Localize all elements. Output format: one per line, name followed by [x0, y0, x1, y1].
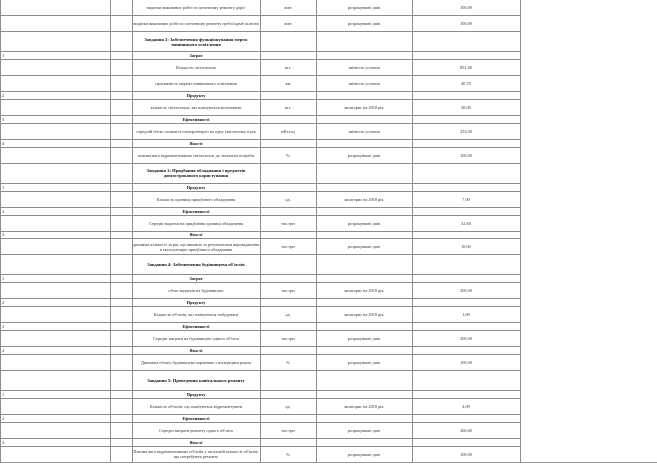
- row-number-cell: [0, 255, 110, 275]
- row-number-cell: 2: [2, 208, 5, 214]
- row-number-cell: 3: [2, 232, 5, 238]
- spacer-cell: [110, 191, 132, 207]
- indicator-cell: Затрат: [189, 53, 203, 59]
- unit-cell: млн: [284, 21, 292, 27]
- unit-cell: [260, 32, 316, 52]
- row-number-cell: [0, 147, 110, 163]
- spacer-cell: [110, 422, 132, 438]
- spacer-cell: [110, 76, 132, 92]
- source-cell: [316, 370, 412, 390]
- spacer-cell: [110, 16, 132, 32]
- indicator-cell: Кількість одиниць придбаного обладнання: [156, 196, 236, 202]
- spacer-cell: [110, 255, 132, 275]
- source-cell: розрахункові дані: [347, 427, 381, 433]
- row-number-cell: [0, 422, 110, 438]
- source-cell: звітність установ: [348, 65, 380, 71]
- indicator-cell: протяжність мережі зовнішнього освітлення: [155, 81, 237, 87]
- row-number-cell: [0, 283, 110, 299]
- indicator-cell: Якості: [189, 439, 203, 445]
- row-number-cell: [0, 32, 110, 52]
- source-cell: розрахункові дані: [347, 220, 381, 226]
- spacer-cell: [110, 446, 132, 462]
- source-cell: розрахункові дані: [347, 244, 381, 250]
- indicator-cell: Завдання 5: Проведення капітального ремонту: [147, 377, 245, 383]
- row-number-cell: [0, 370, 110, 390]
- value-cell: 100,00: [460, 152, 472, 158]
- source-cell: [316, 32, 412, 52]
- value-cell: 851,00: [460, 65, 472, 71]
- spacer-cell: [110, 239, 132, 255]
- row-number-cell: 1: [2, 276, 5, 282]
- unit-cell: шт.: [285, 105, 291, 110]
- indicator-cell: Якості: [189, 347, 203, 353]
- indicator-cell: кількість світлоточок, які плануються встановити: [150, 105, 242, 110]
- value-cell: 1,00: [462, 312, 470, 318]
- row-number-cell: [0, 100, 110, 116]
- indicator-cell: обсяг видатків на будівництво: [168, 288, 224, 294]
- unit-cell: тис.грн: [281, 244, 295, 250]
- indicator-cell: Якості: [189, 232, 203, 238]
- indicator-cell: видатки виконаних робіт по поточному ремонту греблі/дамб шлюзів: [133, 21, 259, 27]
- indicator-cell: Динаміка обсягу будівництва порівняно з попереднім роком: [140, 359, 252, 365]
- indicator-cell: Середні витрати на будівництво одного об'єкта: [153, 336, 239, 341]
- indicator-cell: Ефективності: [182, 208, 210, 214]
- indicator-cell: динаміка кількості за рік, що виникла за результатами впровадження в експлуатацію придбаного обладнання: [132, 241, 260, 252]
- value-cell: 7,00: [462, 196, 470, 202]
- row-number-cell: 1: [2, 53, 5, 59]
- indicator-cell: Завдання 2: Забезпечення функціонування мереж зовнішнього освітлення: [144, 36, 248, 47]
- indicator-cell: видатки виконаних робіт по поточному ремонту доріг: [146, 5, 246, 11]
- row-number-cell: 1: [2, 184, 5, 190]
- row-number-cell: [0, 215, 110, 231]
- value-cell: 30,00: [461, 105, 471, 110]
- unit-cell: %: [286, 359, 290, 365]
- unit-cell: кВт.год: [281, 128, 295, 134]
- source-cell: кошторис на 2018 рік: [344, 105, 384, 110]
- indicator-cell: Якості: [189, 140, 203, 146]
- row-number-cell: 3: [2, 116, 5, 122]
- spacer-cell: [110, 123, 132, 139]
- indicator-cell: Кількість об'єктів, що плануються відремонтувати: [149, 403, 243, 409]
- spacer-cell: [110, 147, 132, 163]
- row-number-cell: [0, 76, 110, 92]
- row-number-cell: [0, 191, 110, 207]
- value-cell: 100,00: [460, 5, 472, 11]
- row-number-cell: [0, 398, 110, 414]
- indicator-cell: Ефективності: [182, 116, 210, 122]
- indicator-cell: Ефективності: [182, 415, 210, 421]
- indicator-cell: Продукту: [186, 300, 206, 306]
- unit-cell: од.: [285, 196, 291, 202]
- unit-cell: [260, 370, 316, 390]
- column-divider: [132, 0, 133, 462]
- value-cell: 200,00: [460, 336, 472, 341]
- row-number-cell: [0, 446, 110, 462]
- spacer-cell: [110, 370, 132, 390]
- column-divider: [412, 0, 413, 462]
- value-cell: 40,70: [461, 81, 471, 87]
- indicator-cell: Кількість світлоточок: [176, 65, 216, 71]
- indicator-cell: Продукту: [186, 391, 206, 397]
- row-number-cell: 2: [2, 415, 5, 421]
- source-cell: кошторис на 2018 рік: [344, 288, 384, 294]
- row-number-cell: [0, 239, 110, 255]
- column-divider: [260, 0, 261, 462]
- value-cell: 10,00: [461, 244, 471, 250]
- indicator-cell: Кількість об'єктів, які плануються побудувати: [153, 312, 239, 318]
- unit-cell: [260, 163, 316, 183]
- unit-cell: од.: [285, 403, 291, 409]
- spacer-cell: [110, 163, 132, 183]
- unit-cell: %: [286, 451, 290, 457]
- page-edge: [0, 462, 657, 463]
- source-cell: кошторис на 2018 рік: [344, 403, 384, 409]
- spacer-cell: [110, 0, 132, 16]
- indicator-cell: середній обсяг спожитої електроенергії на одну світлоточку в рік: [136, 128, 256, 134]
- row-number-cell: 1: [2, 391, 5, 397]
- column-divider: [316, 0, 317, 462]
- spacer-cell: [110, 283, 132, 299]
- source-cell: розрахункові дані: [347, 336, 381, 341]
- row-number-cell: [0, 16, 110, 32]
- unit-cell: %: [286, 152, 290, 158]
- indicator-cell: Завдання 4: Забезпечення будівництва об'єктів: [147, 262, 245, 268]
- value-cell: 4,00: [462, 403, 470, 409]
- source-cell: кошторис на 2018 рік: [344, 312, 384, 318]
- spacer-cell: [110, 398, 132, 414]
- unit-cell: км: [285, 81, 291, 87]
- indicator-cell: Завдання 3: Придбання обладнання і предметів довгострокового користування: [146, 168, 246, 179]
- value-cell: 100,00: [460, 21, 472, 27]
- source-cell: звітність установ: [348, 81, 380, 87]
- row-number-cell: 4: [2, 140, 5, 146]
- unit-cell: шт.: [285, 65, 291, 71]
- source-cell: розрахункові дані: [347, 451, 381, 457]
- unit-cell: млн: [284, 5, 292, 11]
- unit-cell: тис.грн: [281, 220, 295, 226]
- row-number-cell: [0, 354, 110, 370]
- row-number-cell: 2: [2, 93, 5, 99]
- indicator-cell: питома вага відремонтованих світлоточок до загальної потреби: [138, 152, 254, 158]
- source-cell: [316, 255, 412, 275]
- row-number-cell: 3: [2, 324, 5, 330]
- row-number-cell: [0, 123, 110, 139]
- row-number-cell: 3: [2, 439, 5, 445]
- row-number-cell: 2: [2, 300, 5, 306]
- indicator-cell: Середні видатки на придбання одиниці обладнання: [148, 220, 244, 226]
- spacer-cell: [110, 60, 132, 76]
- column-divider: [520, 0, 521, 462]
- spacer-cell: [110, 100, 132, 116]
- indicator-cell: Питома вага відремонтованих об'єктів у загальній кількості об'єктів, що потребують ремонту: [133, 449, 259, 459]
- row-number-cell: [0, 163, 110, 183]
- value-cell: [412, 255, 520, 275]
- unit-cell: [260, 255, 316, 275]
- row-number-cell: [0, 307, 110, 323]
- row-number-cell: [0, 60, 110, 76]
- source-cell: розрахункові дані: [347, 152, 381, 158]
- indicator-cell: Затрат: [189, 276, 203, 282]
- spacer-cell: [110, 307, 132, 323]
- column-divider: [0, 0, 1, 462]
- source-cell: розрахункові дані: [347, 5, 381, 11]
- indicator-cell: Продукту: [186, 93, 206, 99]
- spacer-cell: [110, 354, 132, 370]
- source-cell: кошторис на 2018 рік: [344, 196, 384, 202]
- value-cell: [412, 370, 520, 390]
- row-number-cell: [0, 331, 110, 347]
- value-cell: 266,60: [460, 427, 472, 433]
- source-cell: звітність установ: [348, 128, 380, 134]
- spacer-cell: [110, 331, 132, 347]
- value-cell: 253,00: [460, 128, 472, 134]
- source-cell: [316, 163, 412, 183]
- value-cell: 100,00: [460, 451, 472, 457]
- value-cell: [412, 163, 520, 183]
- unit-cell: тис.грн: [281, 336, 295, 341]
- unit-cell: тис.грн: [281, 288, 295, 294]
- column-divider: [110, 0, 111, 462]
- unit-cell: од.: [285, 312, 291, 318]
- value-cell: 200,00: [460, 288, 472, 294]
- value-cell: [412, 32, 520, 52]
- value-cell: 100,00: [460, 359, 472, 365]
- value-cell: 32,60: [461, 220, 471, 226]
- row-number-cell: 4: [2, 347, 5, 353]
- row-number-cell: [0, 0, 110, 16]
- source-cell: розрахункові дані: [347, 359, 381, 365]
- indicator-cell: Ефективності: [182, 324, 210, 330]
- source-cell: розрахункові дані: [347, 21, 381, 27]
- indicator-cell: Продукту: [186, 184, 206, 190]
- unit-cell: тис.грн: [281, 427, 295, 433]
- indicator-cell: Середні витрати ремонту одного об'єкта: [159, 427, 233, 433]
- spacer-cell: [110, 32, 132, 52]
- spacer-cell: [110, 215, 132, 231]
